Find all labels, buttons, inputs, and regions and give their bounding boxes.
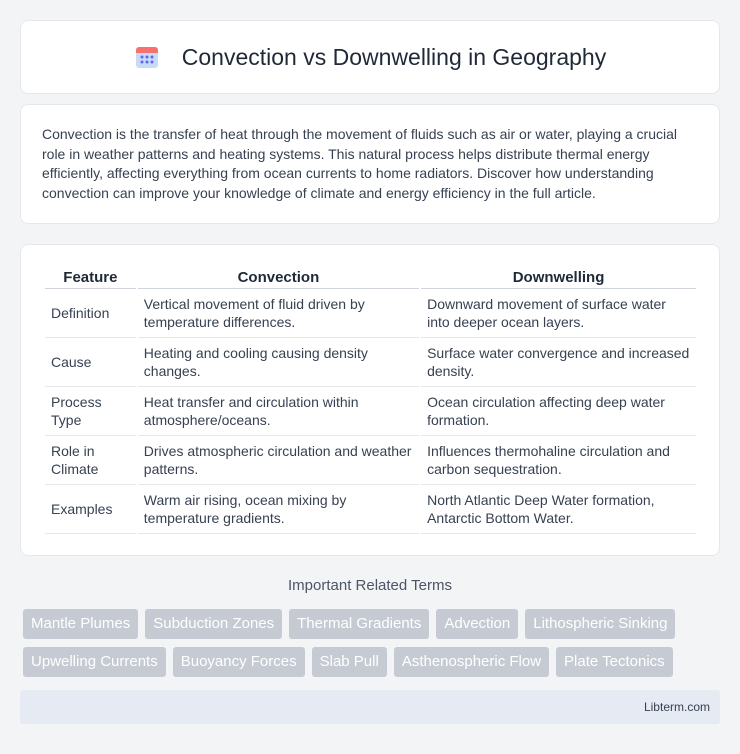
row-convection: Heat transfer and circulation within atmosphere/oceans.: [138, 387, 419, 436]
tag-row: [23, 647, 723, 677]
intro-card: [20, 104, 720, 224]
header-downwelling: Downwelling: [421, 267, 696, 289]
tag-subduction-zones[interactable]: Subduction Zones: [145, 609, 282, 639]
row-feature: Examples: [45, 485, 136, 534]
row-convection: Warm air rising, ocean mixing by temperature gradients.: [138, 485, 419, 534]
tag-buoyancy-forces[interactable]: Buoyancy Forces: [173, 647, 305, 677]
footer-site-link[interactable]: Libterm.com: [643, 700, 710, 714]
tag-asthenospheric-flow[interactable]: Asthenospheric Flow: [394, 647, 549, 677]
row-downwelling: Surface water convergence and increased density.: [421, 338, 696, 387]
tag-thermal-gradients[interactable]: Thermal Gradients: [289, 609, 429, 639]
row-feature: Cause: [45, 338, 136, 387]
footer: [20, 690, 720, 724]
comparison-table: [43, 267, 698, 534]
tag-upwelling-currents[interactable]: Upwelling Currents: [23, 647, 166, 677]
tag-plate-tectonics[interactable]: Plate Tectonics: [556, 647, 673, 677]
row-downwelling: Downward movement of surface water into deeper ocean layers.: [421, 289, 696, 338]
related-terms-tags: [23, 609, 723, 685]
tag-row: [23, 609, 723, 639]
table-row: [45, 387, 696, 436]
tag-slab-pull[interactable]: Slab Pull: [312, 647, 387, 677]
table-row: [45, 436, 696, 485]
row-feature: Definition: [45, 289, 136, 338]
table-row: [45, 338, 696, 387]
row-convection: Drives atmospheric circulation and weather patterns.: [138, 436, 419, 485]
header-convection: Convection: [138, 267, 419, 289]
tag-lithospheric-sinking[interactable]: Lithospheric Sinking: [525, 609, 675, 639]
table-row: [45, 289, 696, 338]
row-downwelling: Influences thermohaline circulation and carbon sequestration.: [421, 436, 696, 485]
related-terms-title: Important Related Terms: [288, 577, 452, 594]
row-downwelling: North Atlantic Deep Water formation, Antarctic Bottom Water.: [421, 485, 696, 534]
row-convection: Vertical movement of fluid driven by temperature differences.: [138, 289, 419, 338]
header-feature: Feature: [45, 267, 136, 289]
row-feature: Role in Climate: [45, 436, 136, 485]
tag-mantle-plumes[interactable]: Mantle Plumes: [23, 609, 138, 639]
page-title: Convection vs Downwelling in Geography: [181, 43, 607, 70]
table-header-row: [45, 267, 696, 289]
row-feature: Process Type: [45, 387, 136, 436]
comparison-table-card: [20, 244, 720, 556]
tag-advection[interactable]: Advection: [436, 609, 518, 639]
calendar-grid-icon: [134, 44, 160, 70]
header-card: [20, 20, 720, 94]
intro-text: Convection is the transfer of heat through the movement of fluids such as air or water, playing a crucial role in weather patterns and heating systems. This natural process helps distribute thermal energy efficiently, affecting everything from ocean currents to home radiators. Discover how understanding convection can improve your knowledge of climate and energy efficiency in the full article.: [42, 126, 677, 201]
table-row: [45, 485, 696, 534]
row-convection: Heating and cooling causing density changes.: [138, 338, 419, 387]
row-downwelling: Ocean circulation affecting deep water formation.: [421, 387, 696, 436]
